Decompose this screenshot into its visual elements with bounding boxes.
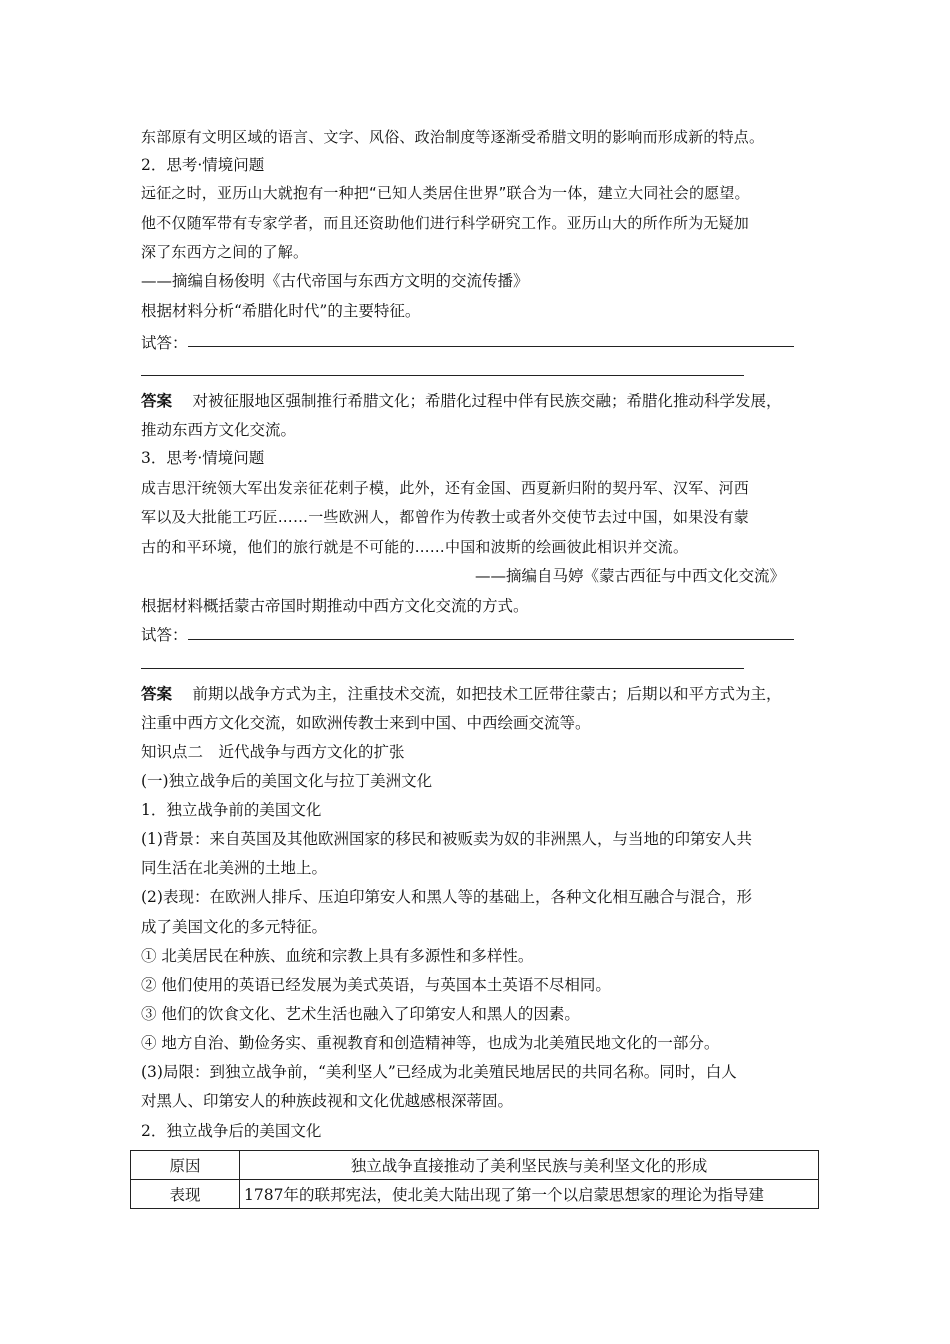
answer-text: 前期以战争方式为主，注重技术交流，如把技术工匠带往蒙古；后期以和平方式为主，	[192, 685, 782, 703]
answer-line	[141, 684, 781, 704]
question-text: 根据材料分析“希腊化时代”的主要特征。	[141, 302, 421, 320]
table-row-header: 表现	[131, 1180, 240, 1209]
table-cell: 独立战争直接推动了美利坚民族与美利坚文化的形成	[240, 1151, 819, 1180]
list-item: ② 他们使用的英语已经发展为美式英语，与英国本土英语不尽相同。	[141, 976, 611, 994]
list-item: ④ 地方自治、勤俭务实、重视教育和创造精神等，也成为北美殖民地文化的一部分。	[141, 1034, 720, 1052]
answer-blank-line	[188, 639, 794, 640]
try-answer-label: 试答：	[141, 334, 188, 352]
paragraph-line: 成了美国文化的多元特征。	[141, 918, 328, 936]
table-row-header: 原因	[131, 1151, 240, 1180]
source-citation: ——摘编自马婷《蒙古西征与中西文化交流》	[475, 567, 786, 585]
paragraph-line: 对黑人、印第安人的种族歧视和文化优越感根深蒂固。	[141, 1092, 514, 1110]
try-answer-label: 试答：	[141, 626, 188, 644]
table-row	[131, 1180, 819, 1209]
paragraph-line: (2)表现：在欧洲人排斥、压迫印第安人和黑人等的基础上，各种文化相互融合与混合，形	[141, 888, 752, 906]
answer-label: 答案	[141, 391, 173, 410]
table-cell: 1787年的联邦宪法，使北美大陆出现了第一个以启蒙思想家的理论为指导建	[240, 1180, 819, 1209]
answer-text: 对被征服地区强制推行希腊文化；希腊化过程中伴有民族交融；希腊化推动科学发展，	[192, 392, 782, 410]
subsection-heading: (一)独立战争后的美国文化与拉丁美洲文化	[141, 772, 433, 790]
answer-text: 注重中西方文化交流，如欧洲传教士来到中国、中西绘画交流等。	[141, 714, 591, 732]
list-item: ① 北美居民在种族、血统和宗教上具有多源性和多样性。	[141, 947, 534, 965]
question-text: 根据材料概括蒙古帝国时期推动中西方文化交流的方式。	[141, 597, 529, 615]
answer-label: 答案	[141, 684, 173, 703]
list-item: ③ 他们的饮食文化、艺术生活也融入了印第安人和黑人的因素。	[141, 1005, 580, 1023]
answer-line	[141, 391, 781, 411]
material-line: 远征之时，亚历山大就抱有一种把“已知人类居住世界”联合为一体，建立大同社会的愿望。	[141, 184, 750, 202]
item-heading: 1．独立战争前的美国文化	[141, 801, 322, 819]
paragraph-line: 同生活在北美洲的土地上。	[141, 859, 328, 877]
answer-blank-line	[188, 346, 794, 347]
material-line: 他不仅随军带有专家学者，而且还资助他们进行科学研究工作。亚历山大的所作所为无疑加	[141, 214, 750, 232]
answer-blank-line	[141, 668, 744, 669]
material-line: 深了东西方之间的了解。	[141, 243, 309, 261]
item-heading: 2．独立战争后的美国文化	[141, 1122, 322, 1140]
table-row	[131, 1151, 819, 1180]
paragraph-line: (1)背景：来自英国及其他欧洲国家的移民和被贩卖为奴的非洲黑人，与当地的印第安人共	[141, 830, 752, 848]
material-line: 军以及大批能工巧匠……一些欧洲人，都曾作为传教士或者外交使节去过中国，如果没有蒙	[141, 508, 750, 526]
paragraph-line: 东部原有文明区域的语言、文字、风俗、政治制度等逐渐受希腊文明的影响而形成新的特点。	[141, 128, 765, 146]
material-line: 古的和平环境，他们的旅行就是不可能的……中国和波斯的绘画彼此相识并交流。	[141, 538, 689, 556]
material-line: 成吉思汗统领大军出发亲征花剌子模，此外，还有金国、西夏新归附的契丹军、汉军、河西	[141, 479, 750, 497]
paragraph-line: (3)局限：到独立战争前，“美利坚人”已经成为北美殖民地居民的共同名称。同时，白人	[141, 1063, 737, 1081]
source-citation: ——摘编自杨俊明《古代帝国与东西方文明的交流传播》	[141, 272, 529, 290]
answer-blank-line	[141, 375, 744, 376]
section-heading: 3．思考·情境问题	[141, 449, 265, 467]
knowledge-point-heading: 知识点二 近代战争与西方文化的扩张	[141, 743, 405, 761]
answer-text: 推动东西方文化交流。	[141, 421, 297, 439]
american-culture-table	[130, 1150, 819, 1209]
section-heading: 2．思考·情境问题	[141, 156, 265, 174]
